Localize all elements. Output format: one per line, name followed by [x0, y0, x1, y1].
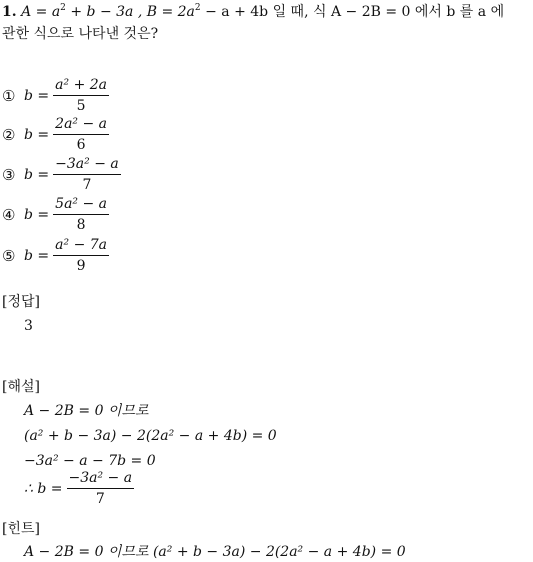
result-fraction	[67, 470, 135, 508]
choice-lhs: b =	[24, 207, 50, 223]
solution-label: [해설]	[2, 379, 40, 395]
fraction-denominator: 6	[76, 137, 86, 153]
choice-fraction	[53, 237, 109, 275]
therefore-text: ∴ b =	[24, 481, 63, 497]
choice-number: ⑤	[2, 247, 16, 265]
choice-lhs: b =	[24, 167, 50, 183]
choice-number: ②	[2, 126, 16, 144]
choice-number: ④	[2, 206, 16, 224]
choice-number: ①	[2, 87, 16, 105]
answer-value: 3	[24, 318, 33, 334]
question-text-part-2: + b − 3a , B = 2a	[65, 4, 195, 20]
solution-result	[24, 470, 134, 508]
question-text-part-1: A = a	[21, 4, 61, 20]
choice-lhs: b =	[24, 127, 50, 143]
hint-line-1: A − 2B = 0 이므로 (a² + b − 3a) − 2(2a² − a + 4b) = 0	[24, 544, 406, 560]
choice-fraction	[53, 156, 121, 194]
question-exponent-2: 2	[194, 3, 201, 13]
choice-fraction	[53, 116, 109, 154]
fraction-numerator: 2a² − a	[53, 116, 109, 135]
question-line-1	[2, 3, 504, 21]
answer-label: [정답]	[2, 294, 40, 310]
question-exponent-1: 2	[60, 3, 66, 13]
fraction-denominator: 8	[76, 217, 86, 233]
choice-4[interactable]	[2, 195, 109, 235]
choice-lhs: b =	[24, 88, 50, 104]
choice-1[interactable]	[2, 76, 109, 116]
fraction-numerator: 5a² − a	[53, 196, 109, 215]
fraction-numerator: a² + 2a	[53, 77, 109, 96]
solution-line-3: −3a² − a − 7b = 0	[24, 453, 156, 469]
fraction-numerator: −3a² − a	[67, 470, 135, 489]
choice-number: ③	[2, 166, 16, 184]
fraction-denominator: 5	[76, 98, 86, 114]
fraction-numerator: a² − 7a	[53, 237, 109, 256]
choice-fraction	[53, 77, 109, 115]
question-line-2: 관한 식으로 나타낸 것은?	[2, 26, 159, 42]
fraction-numerator: −3a² − a	[53, 156, 121, 175]
fraction-denominator: 9	[76, 258, 86, 274]
choice-5[interactable]	[2, 236, 109, 276]
solution-line-2: (a² + b − 3a) − 2(2a² − a + 4b) = 0	[24, 428, 277, 444]
fraction-denominator: 7	[95, 491, 105, 507]
question-number: 1.	[2, 4, 17, 20]
choice-3[interactable]	[2, 155, 121, 195]
choice-fraction	[53, 196, 109, 234]
question-text-part-3: − a + 4b 일 때, 식 A − 2B = 0 에서 b 를 a 에	[200, 4, 505, 20]
choice-2[interactable]	[2, 115, 109, 155]
solution-line-1: A − 2B = 0 이므로	[24, 403, 149, 419]
hint-label: [힌트]	[2, 521, 40, 537]
choice-lhs: b =	[24, 248, 50, 264]
fraction-denominator: 7	[82, 177, 92, 193]
